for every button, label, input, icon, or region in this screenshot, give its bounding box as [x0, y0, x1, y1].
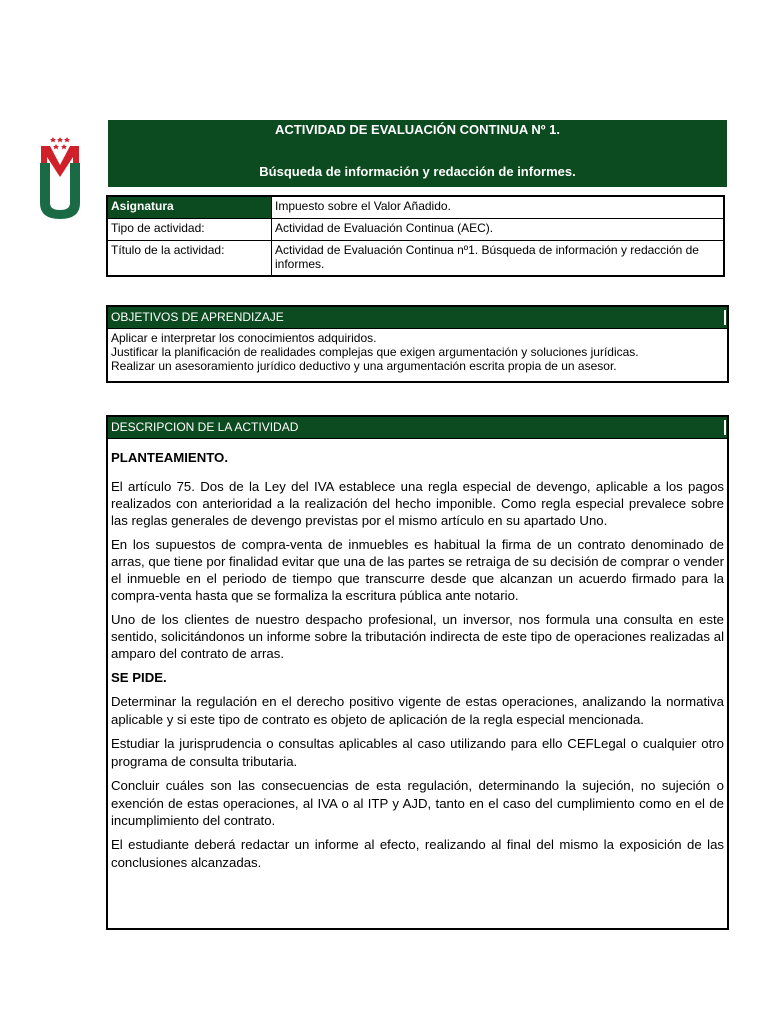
description-paragraph: En los supuestos de compra-venta de inmuebles es habitual la firma de un contrato denominado de arras, que tiene por finalidad evitar que una de las partes se retraiga de su decisión de comprar o vender el inmueble en el periodo de tiempo que transcurre desde que alcanzan un acuerdo firmado para la compra-venta hasta que se formaliza la escritura pública ante notario.	[111, 537, 724, 603]
info-value: Actividad de Evaluación Continua (AEC).	[272, 219, 725, 241]
task-item	[111, 693, 724, 728]
info-key: Tipo de actividad:	[107, 219, 272, 241]
info-row-tipo	[107, 219, 724, 241]
info-key: Asignatura	[107, 196, 272, 219]
task-item	[111, 836, 724, 871]
description-title: DESCRIPCION DE LA ACTIVIDAD	[111, 420, 299, 434]
task-text: Concluir cuáles son las consecuencias de esta regulación, determinando la sujeción, no sujeción o exención de estas operaciones, al IVA o al ITP y AJD, tanto en el caso del cumplimiento como en el de incumplimiento del contrato.	[111, 778, 724, 828]
task-text: Determinar la regulación en el derecho positivo vigente de estas operaciones, analizando la normativa aplicable y si este tipo de contrato es objeto de aplicación de la regla especial mencionada.	[111, 694, 724, 727]
activity-subtitle: Búsqueda de información y redacción de informes.	[259, 164, 576, 179]
university-mu-logo-icon	[38, 133, 82, 219]
objective-item: Justificar la planificación de realidades complejas que exigen argumentación y soluciones jurídicas.	[111, 345, 639, 359]
task-item	[111, 735, 724, 770]
description-paragraph: El artículo 75. Dos de la Ley del IVA establece una regla especial de devengo, aplicable a los pagos realizados con anterioridad a la realización del hecho imponible. Como regla especial prevalece sobre las reglas generales de devengo previstas por el mismo artículo en su apartado Uno.	[111, 479, 724, 528]
info-value: Actividad de Evaluación Continua nº1. Búsqueda de información y redacción de informes.	[272, 241, 725, 277]
description-paragraph: Uno de los clientes de nuestro despacho profesional, un inversor, nos formula una consulta en este sentido, solicitándonos un informe sobre la tributación indirecta de este tipo de operaciones realizadas al amparo del contrato de arras.	[111, 612, 724, 661]
info-key: Título de la actividad:	[107, 241, 272, 277]
description-body	[108, 449, 727, 871]
activity-info-table	[106, 195, 725, 277]
header-marker	[724, 310, 726, 325]
description-header	[108, 417, 727, 439]
objective-item: Realizar un asesoramiento jurídico deductivo y una argumentación escrita propia de un asesor.	[111, 359, 617, 373]
task-text: El estudiante deberá redactar un informe al efecto, realizando al final del mismo la exposición de las conclusiones alcanzadas.	[111, 837, 724, 870]
info-row-titulo	[107, 241, 724, 277]
header-marker	[724, 420, 726, 435]
info-value: Impuesto sobre el Valor Añadido.	[272, 196, 725, 219]
description-section	[106, 415, 729, 930]
task-item	[111, 777, 724, 829]
objectives-title: OBJETIVOS DE APRENDIZAJE	[111, 310, 284, 324]
planteamiento-heading: PLANTEAMIENTO.	[111, 450, 228, 465]
objectives-list	[108, 329, 727, 375]
activity-title: ACTIVIDAD DE EVALUACIÓN CONTINUA Nº 1.	[275, 122, 560, 137]
se-pide-heading: SE PIDE.	[111, 670, 167, 685]
info-row-asignatura	[107, 196, 724, 219]
objectives-section	[106, 305, 729, 383]
activity-header	[108, 120, 727, 187]
objective-item: Aplicar e interpretar los conocimientos adquiridos.	[111, 331, 377, 345]
objectives-header	[108, 307, 727, 329]
task-text: Estudiar la jurisprudencia o consultas aplicables al caso utilizando para ello CEFLegal o cualquier otro programa de consulta tributaria.	[111, 736, 724, 769]
